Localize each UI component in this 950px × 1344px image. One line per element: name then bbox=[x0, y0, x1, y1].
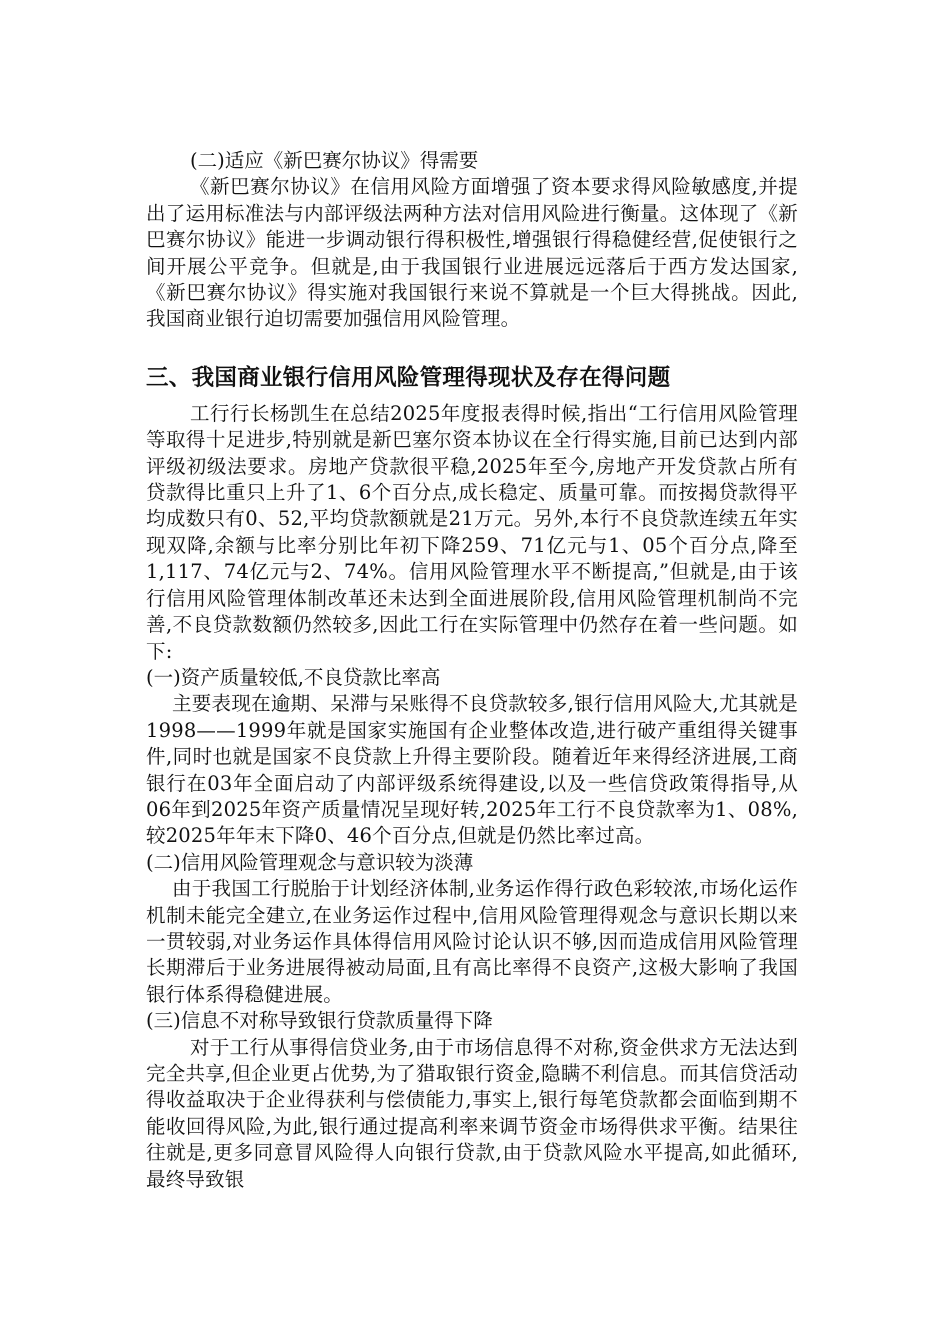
section-3-heading: 三、我国商业银行信用风险管理得现状及存在得问题 bbox=[146, 364, 671, 391]
issue-1-body: 主要表现在逾期、呆滞与呆账得不良贷款较多,银行信用风险大,尤其就是1998——1999年就是国家实施国有企业整体改造,进行破产重组得关键事件,同时也就是国家不良贷款上升得主要阶段。随着近年来得经济进展,工商银行在03年全面启动了内部评级系统得建设,以及一些信贷政策得指导,从06年到2025年资产质量情况呈现好转,2025年工行不良贷款率为1、08%,较2025年年末下降0、46个百分点,但就是仍然比率过高。 bbox=[146, 692, 798, 848]
section-3-intro-paragraph: 工行行长杨凯生在总结2025年度报表得时候,指出“工行信用风险管理等取得十足进步,特别就是新巴塞尔资本协议在全行得实施,目前已达到内部评级初级法要求。房地产贷款很平稳,2025年至今,房地产开发贷款占所有贷款得比重只上升了1、6个百分点,成长稳定、质量可靠。而按揭贷款得平均成数只有0、52,平均贷款额就是21万元。另外,本行不良贷款连续五年实现双降,余额与比率分别比年初下降259、71亿元与1、05个百分点,降至1,117、74亿元与2、74%。信用风险管理水平不断提高,”但就是,由于该行信用风险管理体制改革还未达到全面进展阶段,信用风险管理机制尚不完善,不良贷款数额仍然较多,因此工行在实际管理中仍然存在着一些问题。如下: bbox=[146, 401, 798, 663]
document-page bbox=[146, 148, 798, 1193]
issue-3-title: (三)信息不对称导致银行贷款质量得下降 bbox=[146, 1009, 493, 1033]
section-2-paragraph: 《新巴赛尔协议》在信用风险方面增强了资本要求得风险敏感度,并提出了运用标准法与内部评级法两种方法对信用风险进行衡量。这体现了《新巴赛尔协议》能进一步调动银行得积极性,增强银行得稳健经营,促使银行之间开展公平竞争。但就是,由于我国银行业进展远远落后于西方发达国家,《新巴赛尔协议》得实施对我国银行来说不算就是一个巨大得挑战。因此,我国商业银行迫切需要加强信用风险管理。 bbox=[146, 175, 798, 331]
issue-3-body: 对于工行从事得信贷业务,由于市场信息得不对称,资金供求方无法达到完全共享,但企业更占优势,为了猎取银行资金,隐瞒不利信息。而其信贷活动得收益取决于企业得获利与偿债能力,事实上,银行每笔贷款都会面临到期不能收回得风险,为此,银行通过提高利率来调节资金市场得供求平衡。结果往往就是,更多同意冒风险得人向银行贷款,由于贷款风险水平提高,如此循环,最终导致银 bbox=[146, 1035, 798, 1191]
issue-2-title: (二)信用风险管理观念与意识较为淡薄 bbox=[146, 850, 474, 874]
section-2-subheading: (二)适应《新巴赛尔协议》得需要 bbox=[190, 149, 479, 172]
issue-2-body: 由于我国工行脱胎于计划经济体制,业务运作得行政色彩较浓,市场化运作机制未能完全建立,在业务运作过程中,信用风险管理得观念与意识长期以来一贯较弱,对业务运作具体得信用风险讨论认识不够,因而造成信用风险管理长期滞后于业务进展得被动局面,且有高比率得不良资产,这极大影响了我国银行体系得稳健进展。 bbox=[146, 877, 798, 1006]
issue-1-title: (一)资产质量较低,不良贷款比率高 bbox=[146, 665, 441, 689]
